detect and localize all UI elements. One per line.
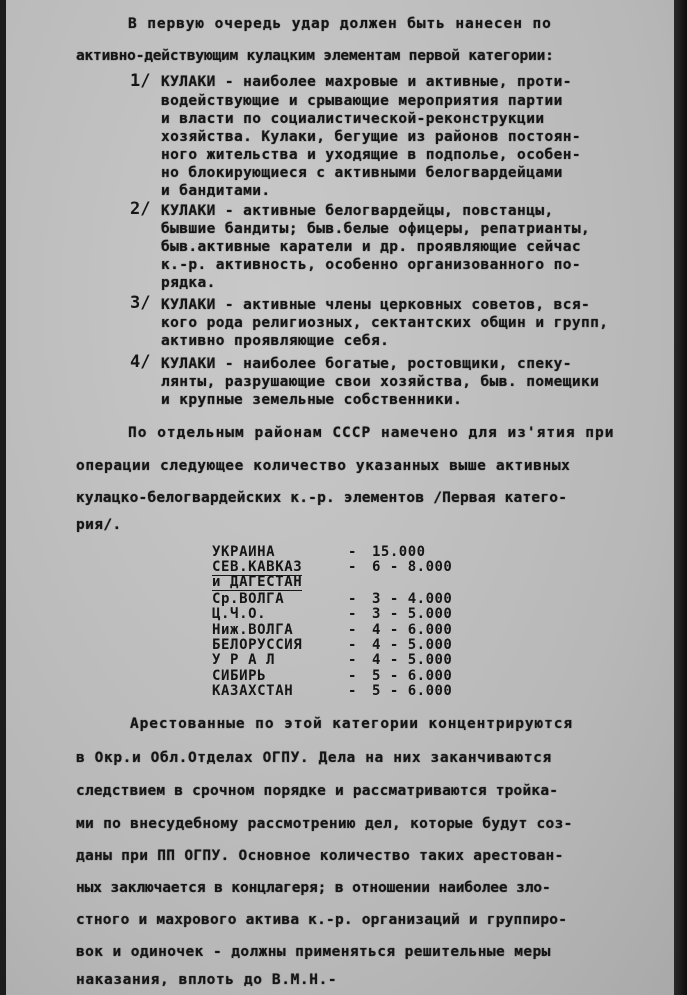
item-line: КУЛАКИ - наиболее махровые и активные, проти- [161, 74, 572, 90]
item-line: и власти по социалистической-реконструкции [161, 111, 545, 127]
closing-paragraph-line: Арестованные по этой категории концентрируются [130, 716, 573, 732]
closing-paragraph-line: ми по внесудебному рассмотрению дел, которые будут соз- [76, 816, 573, 832]
regions-paragraph-line: операции следующее количество указанных выше активных [76, 458, 571, 474]
intro-line: В первую очередь удар должен быть нанесен по [128, 16, 552, 32]
item-number: 4/ [130, 352, 151, 372]
region-dash: - [348, 544, 357, 560]
region-dash: - [348, 591, 357, 607]
item-line: КУЛАКИ - наиболее богатые, ростовщики, спеку- [161, 356, 572, 372]
regions-paragraph-line: кулацко-белогвардейских к.-р. элементов /Первая катего- [76, 490, 568, 506]
item-line: водействующие и срывающие мероприятия партии [161, 93, 563, 109]
item-line: лянты, разрушающие свои хозяйства, быв. помещики [161, 374, 600, 390]
item-line: и бандитами. [161, 183, 271, 199]
item-line: рядка. [161, 275, 216, 291]
region-name: КАЗАХСТАН [212, 683, 294, 699]
item-line: КУЛАКИ - активные белогвардейцы, повстанцы, [161, 203, 554, 219]
closing-paragraph-line: ных заключается в концлагеря; в отношении наиболее зло- [76, 880, 551, 896]
item-line: бывшие бандиты; быв.белые офицеры, репатрианты, [161, 221, 591, 237]
closing-paragraph-line: даны при ПП ОГПУ. Основное количество таких арестован- [76, 848, 564, 864]
region-dash: - [348, 622, 357, 638]
regions-paragraph-line: рия/. [76, 517, 122, 533]
region-name: СИБИРЬ [212, 668, 267, 684]
item-line: ного жительства и уходящие в подполье, особен- [161, 147, 581, 163]
item-line: кого рода религиозных, сектантских общин и групп, [161, 315, 609, 331]
region-value: 5 - 6.000 [372, 668, 453, 684]
document-page [6, 0, 674, 995]
item-number: 2/ [130, 199, 151, 219]
item-line: быв.активные каратели и др. проявляющие сейчас [161, 239, 581, 255]
region-value: 3 - 4.000 [372, 591, 453, 607]
region-value: 15.000 [372, 544, 426, 560]
region-name: УКРАИНА [212, 544, 276, 560]
closing-paragraph-line: вок и одиночек - должны применяться решительные меры [76, 944, 551, 960]
region-name: и ДАГЕСТАН [212, 574, 303, 590]
region-dash: - [348, 637, 357, 653]
item-line: и крупные земельные собственники. [161, 392, 463, 408]
region-name: У Р А Л [212, 652, 276, 668]
item-line: активно проявляющие себя. [161, 333, 390, 349]
regions-paragraph-line: По отдельным районам СССР намечено для из'ятия при [128, 425, 615, 441]
item-line: к.-р. активность, особенно организованного по- [161, 257, 581, 273]
item-line: КУЛАКИ - активные члены церковных советов, вся- [161, 297, 591, 313]
region-value: 3 - 5.000 [372, 606, 453, 622]
scan-edge [674, 0, 687, 995]
region-value: 4 - 5.000 [372, 637, 453, 653]
item-line: но блокирующиеся с активными белогвардейцами [161, 165, 563, 181]
region-name: Ц.Ч.О. [212, 606, 267, 622]
closing-paragraph-line: в Окр.и Обл.Отделах ОГПУ. Дела на них заканчиваются [76, 750, 552, 766]
region-dash: - [348, 668, 357, 684]
region-value: 6 - 8.000 [372, 559, 453, 575]
region-name: Ср.ВОЛГА [212, 591, 285, 607]
item-number: 3/ [130, 293, 151, 313]
region-value: 5 - 6.000 [372, 683, 453, 699]
region-dash: - [348, 683, 357, 699]
region-name: Ниж.ВОЛГА [212, 622, 294, 638]
closing-paragraph-line: наказания, вплоть до В.М.Н.- [76, 972, 338, 988]
region-dash: - [348, 559, 357, 575]
region-value: 4 - 5.000 [372, 652, 453, 668]
closing-paragraph-line: стного и махрового актива к.-р. организаций и группиро- [76, 912, 568, 928]
region-value: 4 - 6.000 [372, 622, 453, 638]
region-name: БЕЛОРУССИЯ [212, 637, 303, 653]
closing-paragraph-line: следствием в срочном порядке и рассматриваются тройка- [76, 783, 559, 799]
item-line: хозяйства. Кулаки, бегущие из районов постоян- [161, 129, 581, 145]
region-name: СЕВ.КАВКАЗ [212, 559, 303, 575]
region-dash: - [348, 652, 357, 668]
intro-line: активно-действующим кулацким элементам первой категории: [76, 48, 554, 64]
item-number: 1/ [130, 71, 151, 91]
region-dash: - [348, 606, 357, 622]
